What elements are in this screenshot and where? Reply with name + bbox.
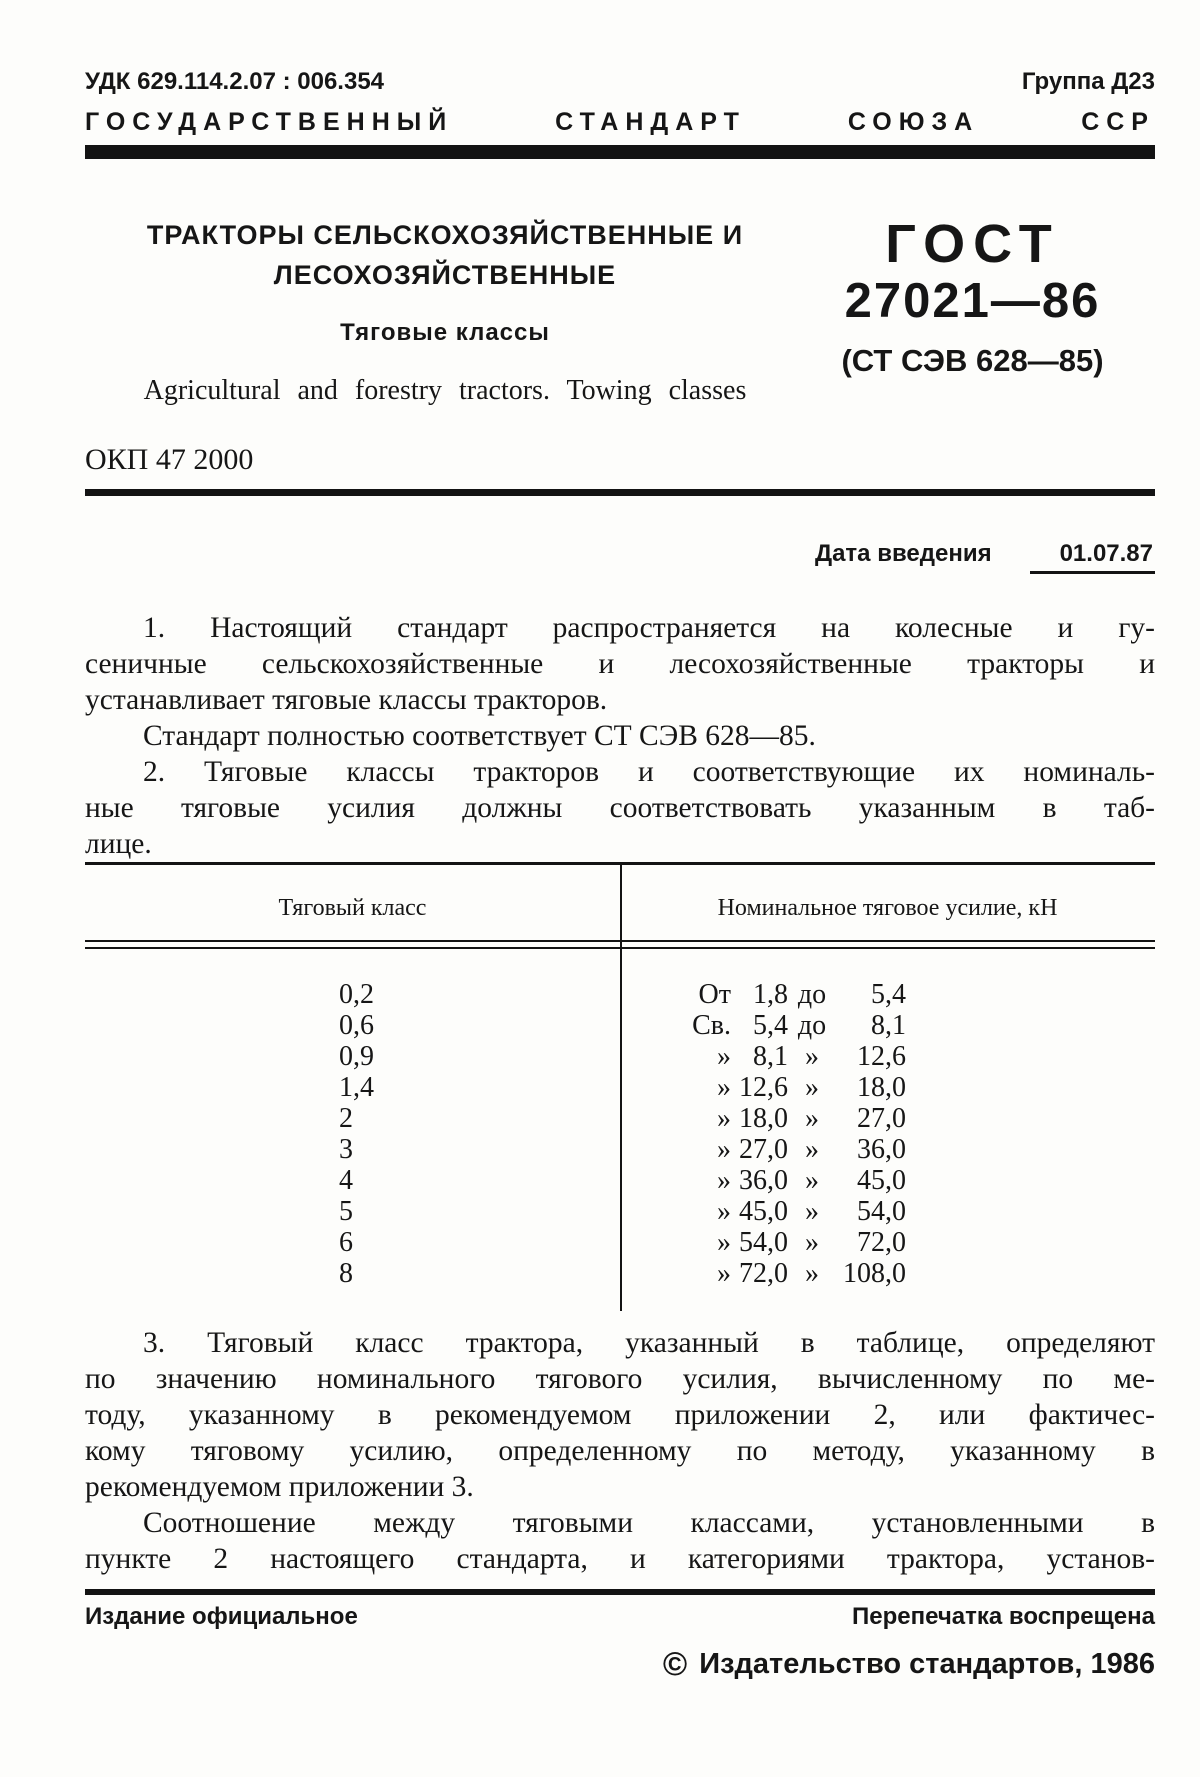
cell-towing-class: 4 xyxy=(339,1165,353,1196)
range-to: 54,0 xyxy=(857,1196,906,1227)
range-prefix: » xyxy=(717,1196,731,1227)
range-mid: » xyxy=(805,1072,819,1103)
standard-title xyxy=(85,215,790,407)
copyright-text: Издательство стандартов, 1986 xyxy=(699,1648,1155,1680)
effective-date-row xyxy=(85,540,1155,574)
table-header-class: Тяговый класс xyxy=(278,895,427,921)
cell-force-range xyxy=(620,1134,1155,1165)
text-line: 3. Тяговый класс трактора, указанный в таблице, определяют xyxy=(143,1327,1155,1359)
title-english: Agricultural and forestry tractors. Towing classes xyxy=(143,375,747,406)
cell-towing-class: 6 xyxy=(339,1227,353,1258)
cell-towing-class: 1,4 xyxy=(339,1072,374,1103)
range-to: 72,0 xyxy=(857,1227,906,1258)
range-to: 36,0 xyxy=(857,1134,906,1165)
range-from: 45,0 xyxy=(739,1196,788,1227)
range-mid: » xyxy=(805,1227,819,1258)
range-prefix: » xyxy=(717,1227,731,1258)
text-line: 1. Настоящий стандарт распространяется на колесные и гу- xyxy=(143,612,1155,644)
range-prefix: » xyxy=(717,1041,731,1072)
title-russian-line2: ЛЕСОХОЗЯЙСТВЕННЫЕ xyxy=(273,260,617,290)
range-prefix: Св. xyxy=(692,1010,731,1041)
range-from: 72,0 xyxy=(739,1258,788,1289)
group-code: Группа Д23 xyxy=(1021,68,1155,95)
range-to: 27,0 xyxy=(857,1103,906,1134)
cell-force-range xyxy=(620,1258,1155,1289)
cell-towing-class: 0,6 xyxy=(339,1010,374,1041)
range-from: 54,0 xyxy=(739,1227,788,1258)
range-prefix: » xyxy=(717,1103,731,1134)
text-line: по значению номинального тягового усилия, вычисленному по ме- xyxy=(85,1363,1155,1395)
state-standard-heading: ГОСУДАРСТВЕННЫЙ СТАНДАРТ СОЮЗА ССР xyxy=(85,108,1155,136)
range-from: 27,0 xyxy=(739,1134,788,1165)
cell-force-range xyxy=(620,1165,1155,1196)
text-line: кому тяговому усилию, определенному по методу, указанному в xyxy=(85,1435,1155,1467)
title-subtitle: Тяговые классы xyxy=(340,319,550,346)
cell-force-range xyxy=(620,1072,1155,1103)
text-line: Соотношение между тяговыми классами, установленными в xyxy=(143,1507,1155,1539)
reprint-forbidden-label: Перепечатка воспрещена xyxy=(852,1603,1155,1630)
top-header-row xyxy=(85,68,1155,96)
range-prefix: » xyxy=(717,1072,731,1103)
title-russian xyxy=(100,215,790,295)
towing-class-table xyxy=(85,862,1155,1311)
footer-row xyxy=(85,1603,1155,1631)
udk-code: УДК 629.114.2.07 : 006.354 xyxy=(85,68,385,95)
range-mid: » xyxy=(805,1041,819,1072)
text-line: устанавливает тяговые классы тракторов. xyxy=(85,684,608,716)
copyright-icon: © xyxy=(662,1645,688,1682)
range-from: 8,1 xyxy=(753,1041,788,1072)
header-black-bar xyxy=(85,145,1155,159)
paragraphs-top xyxy=(85,610,1155,862)
table-vertical-divider xyxy=(620,865,622,1311)
cell-force-range xyxy=(620,1196,1155,1227)
range-mid: » xyxy=(805,1196,819,1227)
cell-towing-class: 0,9 xyxy=(339,1041,374,1072)
gost-sev-reference: (СТ СЭВ 628—85) xyxy=(841,343,1104,378)
table-header-force: Номинальное тяговое усилие, кН xyxy=(717,895,1058,921)
cell-towing-class: 8 xyxy=(339,1258,353,1289)
range-mid: до xyxy=(797,1010,827,1041)
range-to: 5,4 xyxy=(871,979,906,1010)
cell-towing-class: 5 xyxy=(339,1196,353,1227)
range-to: 8,1 xyxy=(871,1010,906,1041)
gost-number: 27021—86 xyxy=(844,274,1101,328)
range-prefix: » xyxy=(717,1134,731,1165)
okp-code: ОКП 47 2000 xyxy=(85,443,254,476)
paragraphs-bottom xyxy=(85,1325,1155,1577)
cell-towing-class: 0,2 xyxy=(339,979,374,1010)
range-to: 108,0 xyxy=(843,1258,906,1289)
cell-towing-class: 3 xyxy=(339,1134,353,1165)
gost-designation xyxy=(790,215,1155,407)
range-to: 18,0 xyxy=(857,1072,906,1103)
range-prefix: От xyxy=(698,979,731,1010)
range-mid: до xyxy=(797,979,827,1010)
title-russian-line1: ТРАКТОРЫ СЕЛЬСКОХОЗЯЙСТВЕННЫЕ И xyxy=(146,220,744,250)
text-line: рекомендуемом приложении 3. xyxy=(85,1471,474,1503)
divider-rule-bottom xyxy=(85,1589,1155,1595)
text-line: ные тяговые усилия должны соответствовать указанным в таб- xyxy=(85,792,1155,824)
cell-force-range xyxy=(620,1103,1155,1134)
text-line: пункте 2 настоящего стандарта, и категориями трактора, установ- xyxy=(85,1543,1155,1575)
official-edition-label: Издание официальное xyxy=(85,1603,358,1630)
cell-force-range xyxy=(620,1010,1155,1041)
cell-towing-class: 2 xyxy=(339,1103,353,1134)
cell-force-range xyxy=(620,1227,1155,1258)
effective-date-value: 01.07.87 xyxy=(1030,540,1155,574)
text-line: тоду, указанному в рекомендуемом приложении 2, или фактичес- xyxy=(85,1399,1155,1431)
range-mid: » xyxy=(805,1103,819,1134)
range-mid: » xyxy=(805,1134,819,1165)
range-from: 5,4 xyxy=(753,1010,788,1041)
effective-date-label: Дата введения xyxy=(814,540,992,567)
range-from: 12,6 xyxy=(739,1072,788,1103)
gost-label: ГОСТ xyxy=(885,214,1060,274)
range-mid: » xyxy=(805,1165,819,1196)
range-from: 1,8 xyxy=(753,979,788,1010)
text-line: сеничные сельскохозяйственные и лесохозяйственные тракторы и xyxy=(85,648,1155,680)
text-line: Стандарт полностью соответствует СТ СЭВ 628—85. xyxy=(143,720,816,752)
text-line: лице. xyxy=(85,828,152,860)
cell-force-range xyxy=(620,1041,1155,1072)
range-from: 18,0 xyxy=(739,1103,788,1134)
range-mid: » xyxy=(805,1258,819,1289)
range-to: 45,0 xyxy=(857,1165,906,1196)
title-block xyxy=(85,215,1155,407)
text-line: 2. Тяговые классы тракторов и соответствующие их номиналь- xyxy=(143,756,1155,788)
range-prefix: » xyxy=(717,1165,731,1196)
divider-rule-top xyxy=(85,489,1155,496)
range-from: 36,0 xyxy=(739,1165,788,1196)
range-to: 12,6 xyxy=(857,1041,906,1072)
range-prefix: » xyxy=(717,1258,731,1289)
copyright-line xyxy=(85,1645,1155,1683)
cell-force-range xyxy=(620,979,1155,1010)
